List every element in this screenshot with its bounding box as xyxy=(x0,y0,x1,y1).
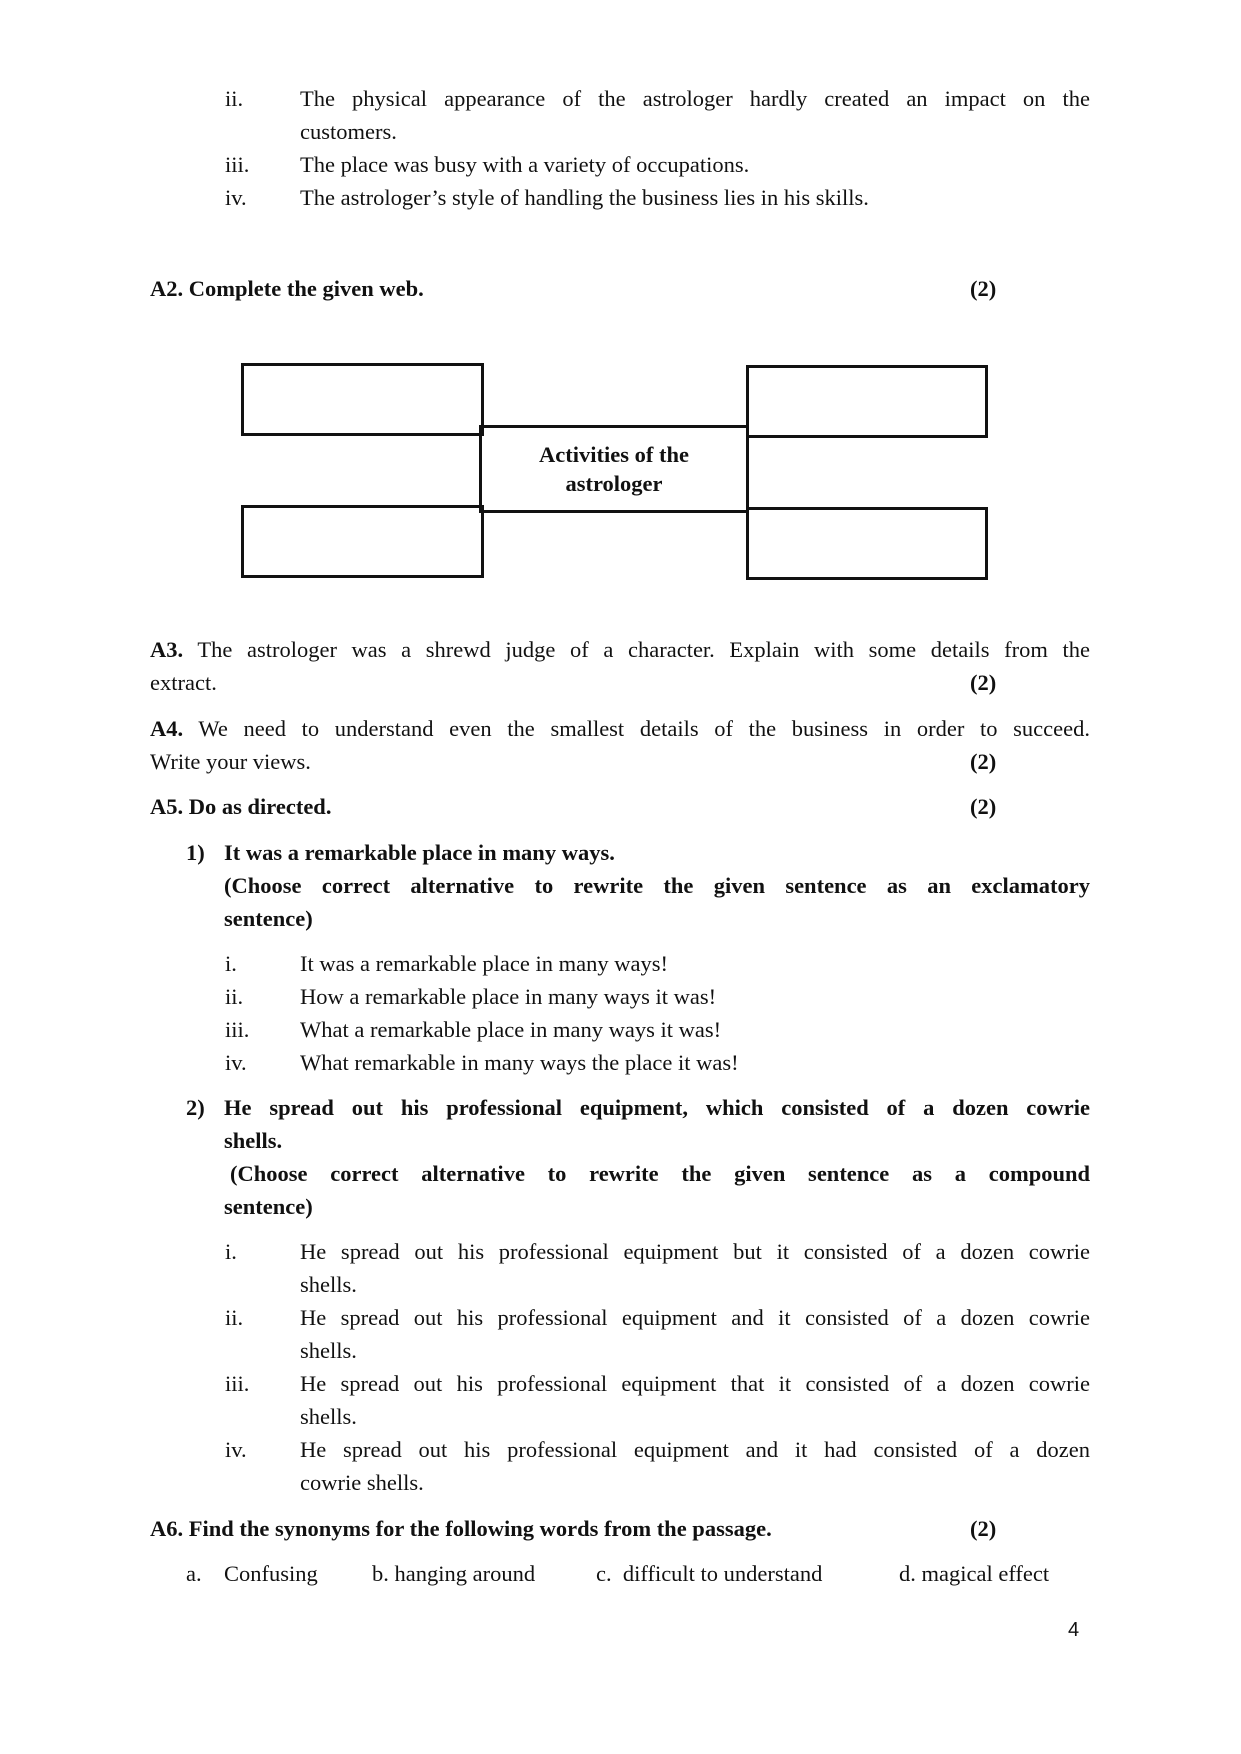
option-text: customers. xyxy=(300,119,397,144)
option-text: The astrologer’s style of handling the business lies in his skills. xyxy=(300,185,869,210)
word-item: d. magical effect xyxy=(899,1561,1050,1586)
question-heading: A5. Do as directed. xyxy=(150,794,332,819)
question-text: The astrologer was a shrewd judge of a character. Explain with some details from the xyxy=(197,637,1091,662)
web-center-bottom-edge xyxy=(479,510,749,513)
sub-question-instruction: sentence) xyxy=(224,906,313,931)
option-number: iv. xyxy=(225,1437,247,1462)
web-center-label-line: Activities of the xyxy=(539,442,689,467)
option-number: ii. xyxy=(225,1305,244,1330)
page-number: 4 xyxy=(1068,1619,1080,1641)
option-number: i. xyxy=(225,1239,237,1264)
option-number: iv. xyxy=(225,185,247,210)
option-text: The physical appearance of the astrologer hardly created an impact on the xyxy=(300,86,1090,111)
option-text[interactable]: He spread out his professional equipment that it consisted of a dozen cowrie xyxy=(300,1371,1090,1396)
marks: (2) xyxy=(970,276,997,301)
option-number: ii. xyxy=(225,984,244,1009)
marks: (2) xyxy=(970,749,997,774)
question-label: A4. xyxy=(150,716,184,741)
word-item: Confusing xyxy=(224,1561,318,1586)
sub-question-sentence: It was a remarkable place in many ways. xyxy=(224,840,615,865)
word-item: b. hanging around xyxy=(372,1561,536,1586)
option-text[interactable]: He spread out his professional equipment and it had consisted of a dozen xyxy=(300,1437,1090,1462)
sub-question-instruction: sentence) xyxy=(224,1194,313,1219)
option-text[interactable]: shells. xyxy=(300,1272,357,1297)
marks: (2) xyxy=(970,670,997,695)
option-number: iii. xyxy=(225,152,250,177)
option-text[interactable]: What a remarkable place in many ways it was! xyxy=(300,1017,722,1042)
question-line xyxy=(150,712,1090,745)
question-text: Write your views. xyxy=(150,749,311,774)
question-text: We need to understand even the smallest details of the business in order to succeed. xyxy=(198,716,1091,741)
option-number: ii. xyxy=(225,86,244,111)
option-text[interactable]: shells. xyxy=(300,1338,357,1363)
option-text[interactable]: What remarkable in many ways the place it was! xyxy=(300,1050,739,1075)
word-label: a. xyxy=(186,1561,202,1586)
web-box-top-right[interactable] xyxy=(746,365,988,438)
sub-question-number: 2) xyxy=(186,1095,205,1120)
web-box-bottom-right[interactable] xyxy=(746,507,988,580)
option-text[interactable]: It was a remarkable place in many ways! xyxy=(300,951,668,976)
option-number: i. xyxy=(225,951,237,976)
sub-question-sentence: He spread out his professional equipment, which consisted of a dozen cowrie xyxy=(224,1095,1090,1120)
web-center-label-line: astrologer xyxy=(565,471,663,496)
question-heading: A2. Complete the given web. xyxy=(150,276,424,301)
question-line xyxy=(150,633,1090,666)
sub-question-number: 1) xyxy=(186,840,205,865)
option-text[interactable]: He spread out his professional equipment and it consisted of a dozen cowrie xyxy=(300,1305,1090,1330)
word-item: c. difficult to understand xyxy=(596,1561,823,1586)
web-box-top-left[interactable] xyxy=(241,363,484,436)
option-text[interactable]: He spread out his professional equipment but it consisted of a dozen cowrie xyxy=(300,1239,1090,1264)
option-number: iii. xyxy=(225,1371,250,1396)
web-center-top-edge xyxy=(479,425,749,428)
option-text[interactable]: cowrie shells. xyxy=(300,1470,424,1495)
option-text[interactable]: How a remarkable place in many ways it was! xyxy=(300,984,717,1009)
sub-question-instruction: (Choose correct alternative to rewrite the given sentence as an exclamatory xyxy=(224,873,1090,898)
sub-question-sentence: shells. xyxy=(224,1128,283,1153)
option-text[interactable]: shells. xyxy=(300,1404,357,1429)
sub-question-instruction: (Choose correct alternative to rewrite the given sentence as a compound xyxy=(230,1161,1090,1186)
question-text: extract. xyxy=(150,670,217,695)
option-text: The place was busy with a variety of occupations. xyxy=(300,152,750,177)
web-box-bottom-left[interactable] xyxy=(241,505,484,578)
web-center-right-edge xyxy=(746,425,749,513)
question-heading: A6. Find the synonyms for the following words from the passage. xyxy=(150,1516,772,1541)
marks: (2) xyxy=(970,794,997,819)
web-center-label xyxy=(482,440,746,498)
option-number: iii. xyxy=(225,1017,250,1042)
question-label: A3. xyxy=(150,637,184,662)
marks: (2) xyxy=(970,1516,997,1541)
option-number: iv. xyxy=(225,1050,247,1075)
